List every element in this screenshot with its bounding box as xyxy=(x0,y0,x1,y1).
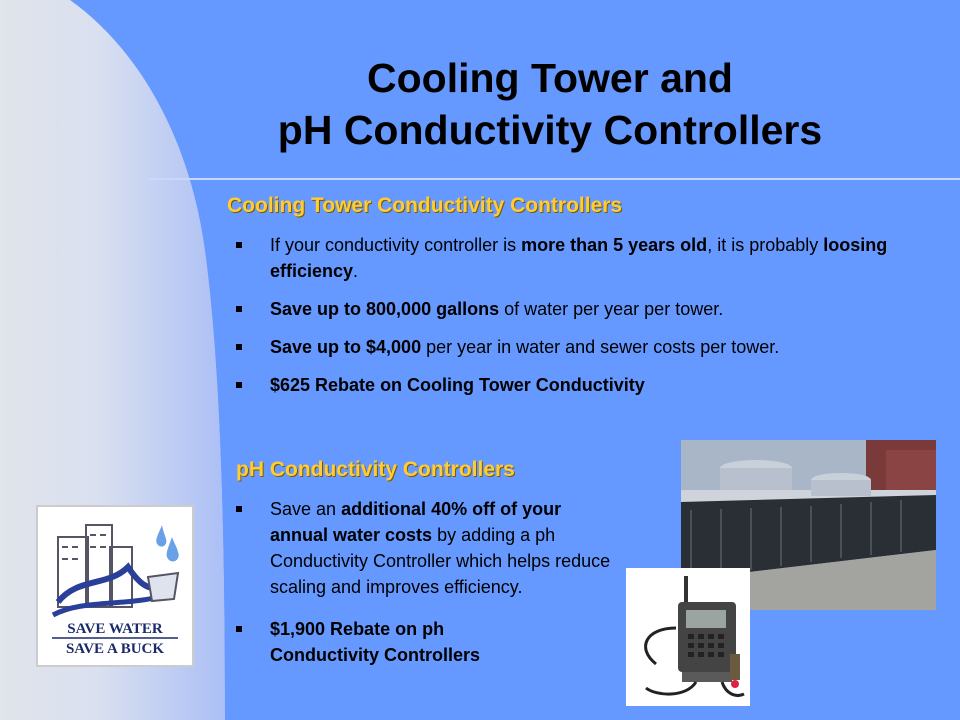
bullet-square-icon xyxy=(236,626,242,632)
logo-text-line2: SAVE A BUCK xyxy=(65,641,165,657)
city-bucket-illustration xyxy=(38,507,192,665)
bullet-square-icon xyxy=(236,506,242,512)
logo-text-line1: SAVE WATER xyxy=(67,621,163,637)
save-water-logo xyxy=(36,505,194,667)
title-divider xyxy=(148,178,960,180)
bullet-item xyxy=(236,496,616,600)
bullet-text: $1,900 Rebate on ph Conductivity Controllers xyxy=(270,619,481,665)
bullet-square-icon xyxy=(236,242,242,248)
section-heading-ph: pH Conductivity Controllers xyxy=(236,458,515,481)
bullet-square-icon xyxy=(236,306,242,312)
bullet-text: $625 Rebate on Cooling Tower Conductivity xyxy=(270,375,645,395)
bullet-text: Save up to 800,000 gallons of water per year per tower. xyxy=(270,299,724,319)
section-heading-cooling-tower: Cooling Tower Conductivity Controllers xyxy=(227,194,623,217)
ph-bullet-list xyxy=(236,496,616,680)
bullet-item xyxy=(236,616,616,668)
bullet-item xyxy=(236,296,916,322)
bullet-item xyxy=(236,334,916,360)
cooling-tower-bullet-list xyxy=(236,232,916,410)
slide-title xyxy=(150,52,950,156)
bullet-text: If your conductivity controller is more than 5 years old, it is probably loosing efficiency. xyxy=(270,235,888,281)
title-line-1: Cooling Tower and xyxy=(367,55,733,101)
bullet-item xyxy=(236,232,916,284)
bullet-text: Save up to $4,000 per year in water and sewer costs per tower. xyxy=(270,337,780,357)
bullet-square-icon xyxy=(236,382,242,388)
bullet-item xyxy=(236,372,916,398)
conductivity-controller-photo xyxy=(626,568,750,706)
bullet-square-icon xyxy=(236,344,242,350)
title-line-2: pH Conductivity Controllers xyxy=(277,107,823,153)
bullet-text: Save an additional 40% off of your annual water costs by adding a ph Conductivity Controller which helps reduce scaling and improves efficiency. xyxy=(270,499,611,597)
